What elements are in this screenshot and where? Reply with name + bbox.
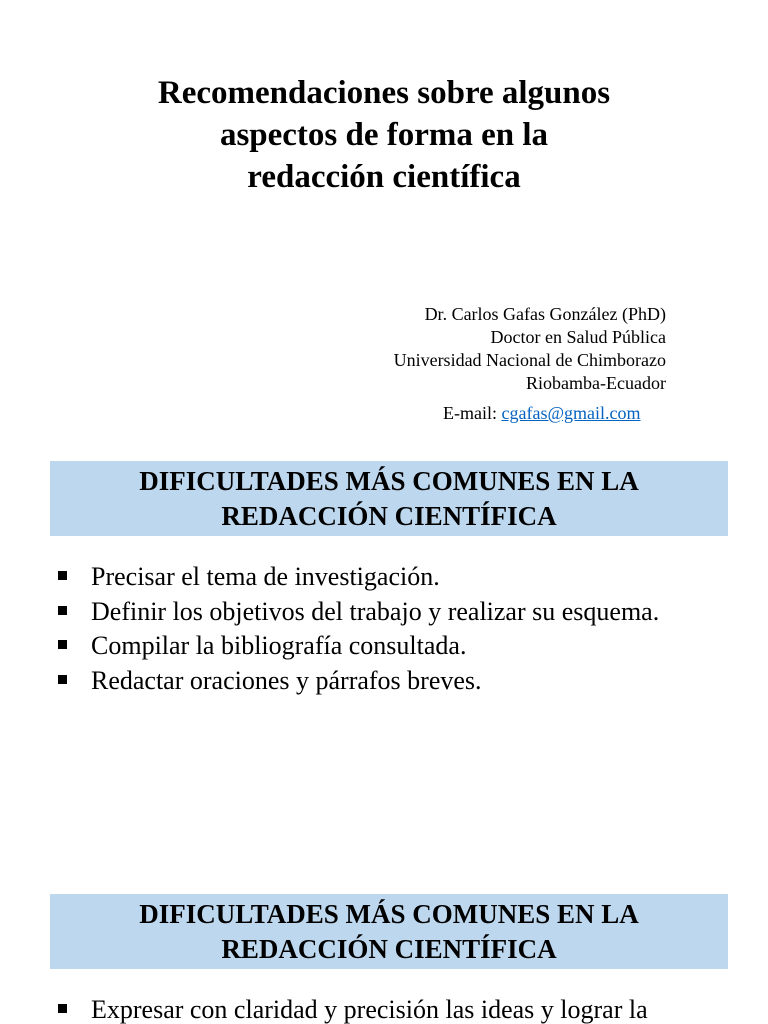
section-heading-banner [50,894,728,969]
author-block [394,303,666,395]
email-label: E-mail: [443,403,502,423]
title-line: aspectos de forma en la [219,117,549,153]
title-line: redacción científica [247,159,521,195]
square-bullet-icon [58,571,67,580]
list-item [56,560,659,595]
section-heading-line: REDACCIÓN CIENTÍFICA [221,934,557,964]
list-item-text: Expresar con claridad y precisión las ideas y lograr la [91,995,648,1024]
square-bullet-icon [58,640,67,649]
bullet-list [56,993,648,1024]
author-location: Riobamba-Ecuador [526,373,666,393]
list-item-text: Definir los objetivos del trabajo y realizar su esquema. [91,596,660,626]
list-item [56,595,659,630]
square-bullet-icon [58,1004,67,1013]
author-name: Dr. Carlos Gafas González (PhD) [424,304,666,324]
document-title [84,72,684,198]
square-bullet-icon [58,675,67,684]
list-item [56,664,659,699]
section-heading-banner [50,461,728,536]
list-item [56,629,659,664]
bullet-list [56,560,659,698]
title-line: Recomendaciones sobre algunos [157,75,611,111]
section-heading-line: DIFICULTADES MÁS COMUNES EN LA [139,466,639,496]
section-heading-line: REDACCIÓN CIENTÍFICA [221,501,557,531]
list-item-text: Precisar el tema de investigación. [91,562,440,591]
list-item-text: Redactar oraciones y párrafos breves. [91,665,482,695]
list-item-text: Compilar la bibliografía consultada. [91,631,467,660]
email-link[interactable]: cgafas@gmail.com [501,403,641,423]
author-institution: Universidad Nacional de Chimborazo [393,350,666,370]
square-bullet-icon [58,606,67,615]
section-heading-line: DIFICULTADES MÁS COMUNES EN LA [139,899,639,929]
email-line [443,402,641,425]
author-role: Doctor en Salud Pública [490,327,666,347]
list-item [56,993,648,1024]
